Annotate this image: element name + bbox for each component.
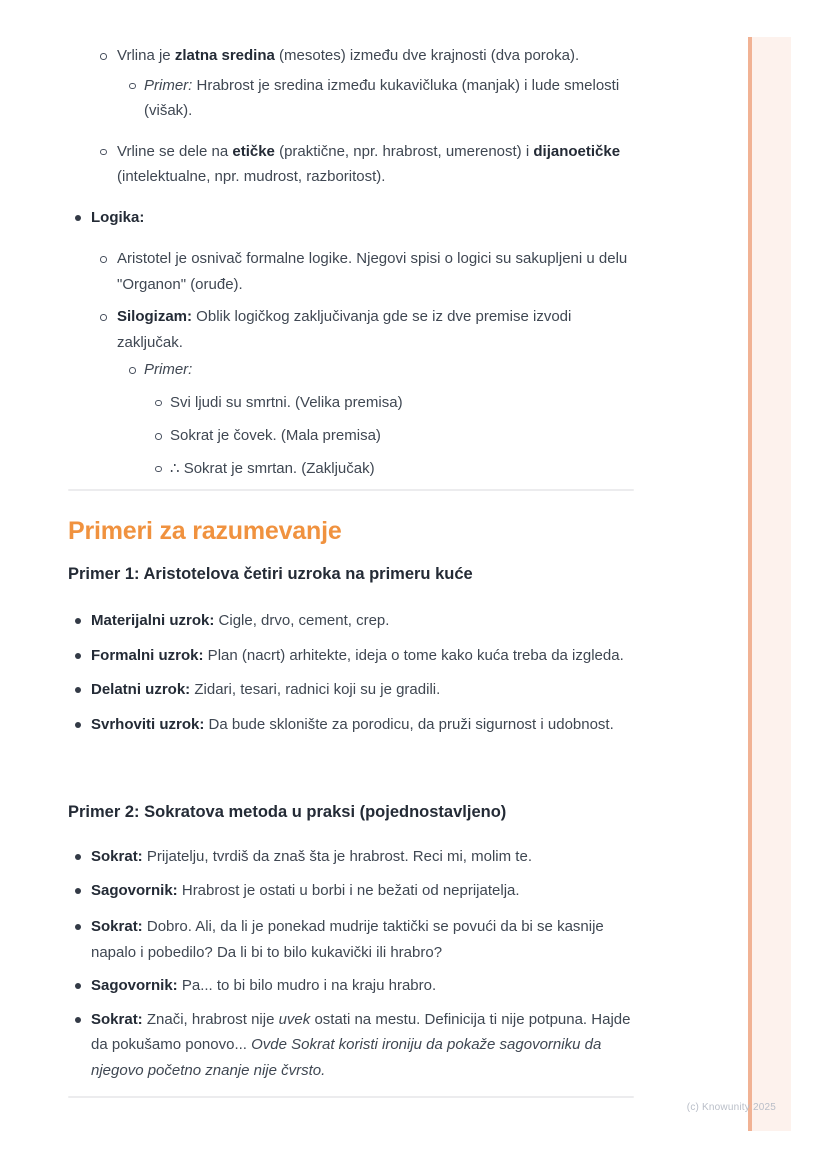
text-run: Sokrat:: [91, 918, 143, 935]
list-item: [68, 973, 634, 999]
accent-stripe-band: [752, 37, 791, 1131]
bullet-circle-icon: [155, 433, 162, 440]
text-run: dijanoetičke: [533, 142, 621, 160]
text-run: Ovde Sokrat koristi ironiju da pokaže sagovorniku da njegovo početno znanje nije čvrsto.: [91, 1036, 606, 1079]
text-run: Materijalni uzrok:: [91, 612, 215, 629]
text-run: Svrhoviti uzrok:: [91, 715, 205, 733]
text-run: Sokrat:: [91, 1010, 143, 1028]
section-heading: Primeri za razumevanje: [68, 517, 342, 545]
text-run: Pa... to bi bilo mudro i na kraju hrabro.: [177, 977, 437, 994]
text-run: ostati na mestu. Definicija ti nije potpuna. Hajde da pokušamo ponovo...: [91, 1010, 635, 1053]
list-item: [68, 304, 634, 355]
text-run: Plan (nacrt) arhitekte, ideja o tome kako kuća treba da izgleda.: [203, 646, 624, 664]
primer1-title: Primer 1: Aristotelova četiri uzroka na primeru kuće: [68, 565, 473, 583]
bullet-disc-icon: [75, 924, 81, 930]
text-run: Cigle, drvo, cement, crep.: [214, 612, 390, 629]
text-run: Silogizam:: [117, 308, 193, 325]
list-item: [68, 423, 634, 449]
list-item: [68, 677, 634, 703]
text-run: Formalni uzrok:: [91, 646, 204, 664]
text-run: (intelektualne, npr. mudrost, razboritost).: [117, 142, 625, 185]
bullet-disc-icon: [75, 687, 81, 693]
bullet-circle-icon: [100, 256, 107, 263]
text-run: Sokrat:: [91, 848, 143, 865]
text-run: (praktične, npr. hrabrost, umerenost) i: [274, 142, 534, 160]
text-run: Zidari, tesari, radnici koji su je gradili.: [190, 681, 441, 698]
text-run: Sagovornik:: [91, 977, 178, 994]
text-run: Dobro. Ali, da li je ponekad mudrije taktički se povući da bi se kasnije napalo i pobedilo? Da li bi to bilo kukavički ili hrabro?: [91, 918, 608, 961]
divider: [68, 1096, 634, 1098]
text-run: ∴ Sokrat je smrtan. (Zaključak): [170, 459, 375, 477]
list-item: [68, 1007, 634, 1084]
bullet-disc-icon: [75, 888, 81, 894]
text-run: Svi ljudi su smrtni. (Velika premisa): [170, 393, 403, 411]
list-item: [68, 390, 634, 416]
bullet-circle-icon: [129, 367, 136, 374]
bullet-disc-icon: [75, 854, 81, 860]
text-run: etičke: [232, 142, 275, 160]
text-run: Vrline se dele na: [117, 142, 233, 160]
text-run: Hrabrost je ostati u borbi i ne bežati od neprijatelja.: [177, 881, 520, 899]
text-run: Primer:: [144, 76, 193, 94]
text-run: Delatni uzrok:: [91, 681, 191, 698]
list-item: [68, 73, 634, 124]
text-run: Primer:: [144, 361, 193, 378]
text-run: Aristotel je osnivač formalne logike. Njegovi spisi o logici su sakupljeni u delu "Organon" (oruđe).: [117, 250, 632, 293]
accent-stripe-line: [748, 37, 752, 1131]
bullet-circle-icon: [129, 83, 136, 90]
list-item: [68, 456, 634, 482]
divider: [68, 489, 634, 491]
text-run: Oblik logičkog zaključivanja gde se iz dve premise izvodi zaključak.: [117, 308, 576, 351]
text-run: zlatna sredina: [174, 47, 275, 64]
text-run: Da bude sklonište za porodicu, da pruži sigurnost i udobnost.: [204, 715, 614, 733]
bullet-circle-icon: [100, 314, 107, 321]
primer1-bullet-list: [68, 608, 634, 737]
bullet-disc-icon: [75, 983, 81, 989]
text-run: Hrabrost je sredina između kukavičluka (manjak) i lude smelosti (višak).: [144, 76, 624, 119]
text-run: Sokrat je čovek. (Mala premisa): [170, 427, 381, 444]
notes-bullet-list: [68, 43, 634, 481]
text-run: Logika:: [91, 208, 145, 226]
list-item: [68, 712, 634, 738]
list-item: [68, 139, 634, 190]
list-item: [68, 357, 634, 383]
bullet-disc-icon: [75, 215, 81, 221]
list-item: [68, 643, 634, 669]
list-item: [68, 914, 634, 965]
bullet-circle-icon: [155, 466, 162, 473]
bullet-disc-icon: [75, 722, 81, 728]
copyright-text: (c) Knowunity 2025: [686, 1102, 776, 1113]
bullet-circle-icon: [100, 149, 107, 156]
list-item: [68, 878, 634, 904]
text-run: Vrlina je: [117, 47, 175, 64]
text-run: Znači, hrabrost nije: [142, 1010, 279, 1028]
text-run: (mesotes) između dve krajnosti (dva poroka).: [274, 47, 580, 64]
text-run: Sagovornik:: [91, 881, 178, 899]
bullet-circle-icon: [155, 400, 162, 407]
text-run: uvek: [278, 1010, 311, 1028]
primer2-title: Primer 2: Sokratova metoda u praksi (pojednostavljeno): [68, 803, 507, 821]
bullet-disc-icon: [75, 653, 81, 659]
bullet-disc-icon: [75, 618, 81, 624]
bullet-circle-icon: [100, 53, 107, 60]
list-item: [68, 246, 634, 297]
bullet-disc-icon: [75, 1017, 81, 1023]
text-run: Prijatelju, tvrdiš da znaš šta je hrabrost. Reci mi, molim te.: [142, 848, 532, 865]
list-item: [68, 43, 634, 69]
primer2-bullet-list: [68, 844, 634, 1083]
list-item: [68, 205, 634, 231]
list-item: [68, 608, 634, 634]
list-item: [68, 844, 634, 870]
